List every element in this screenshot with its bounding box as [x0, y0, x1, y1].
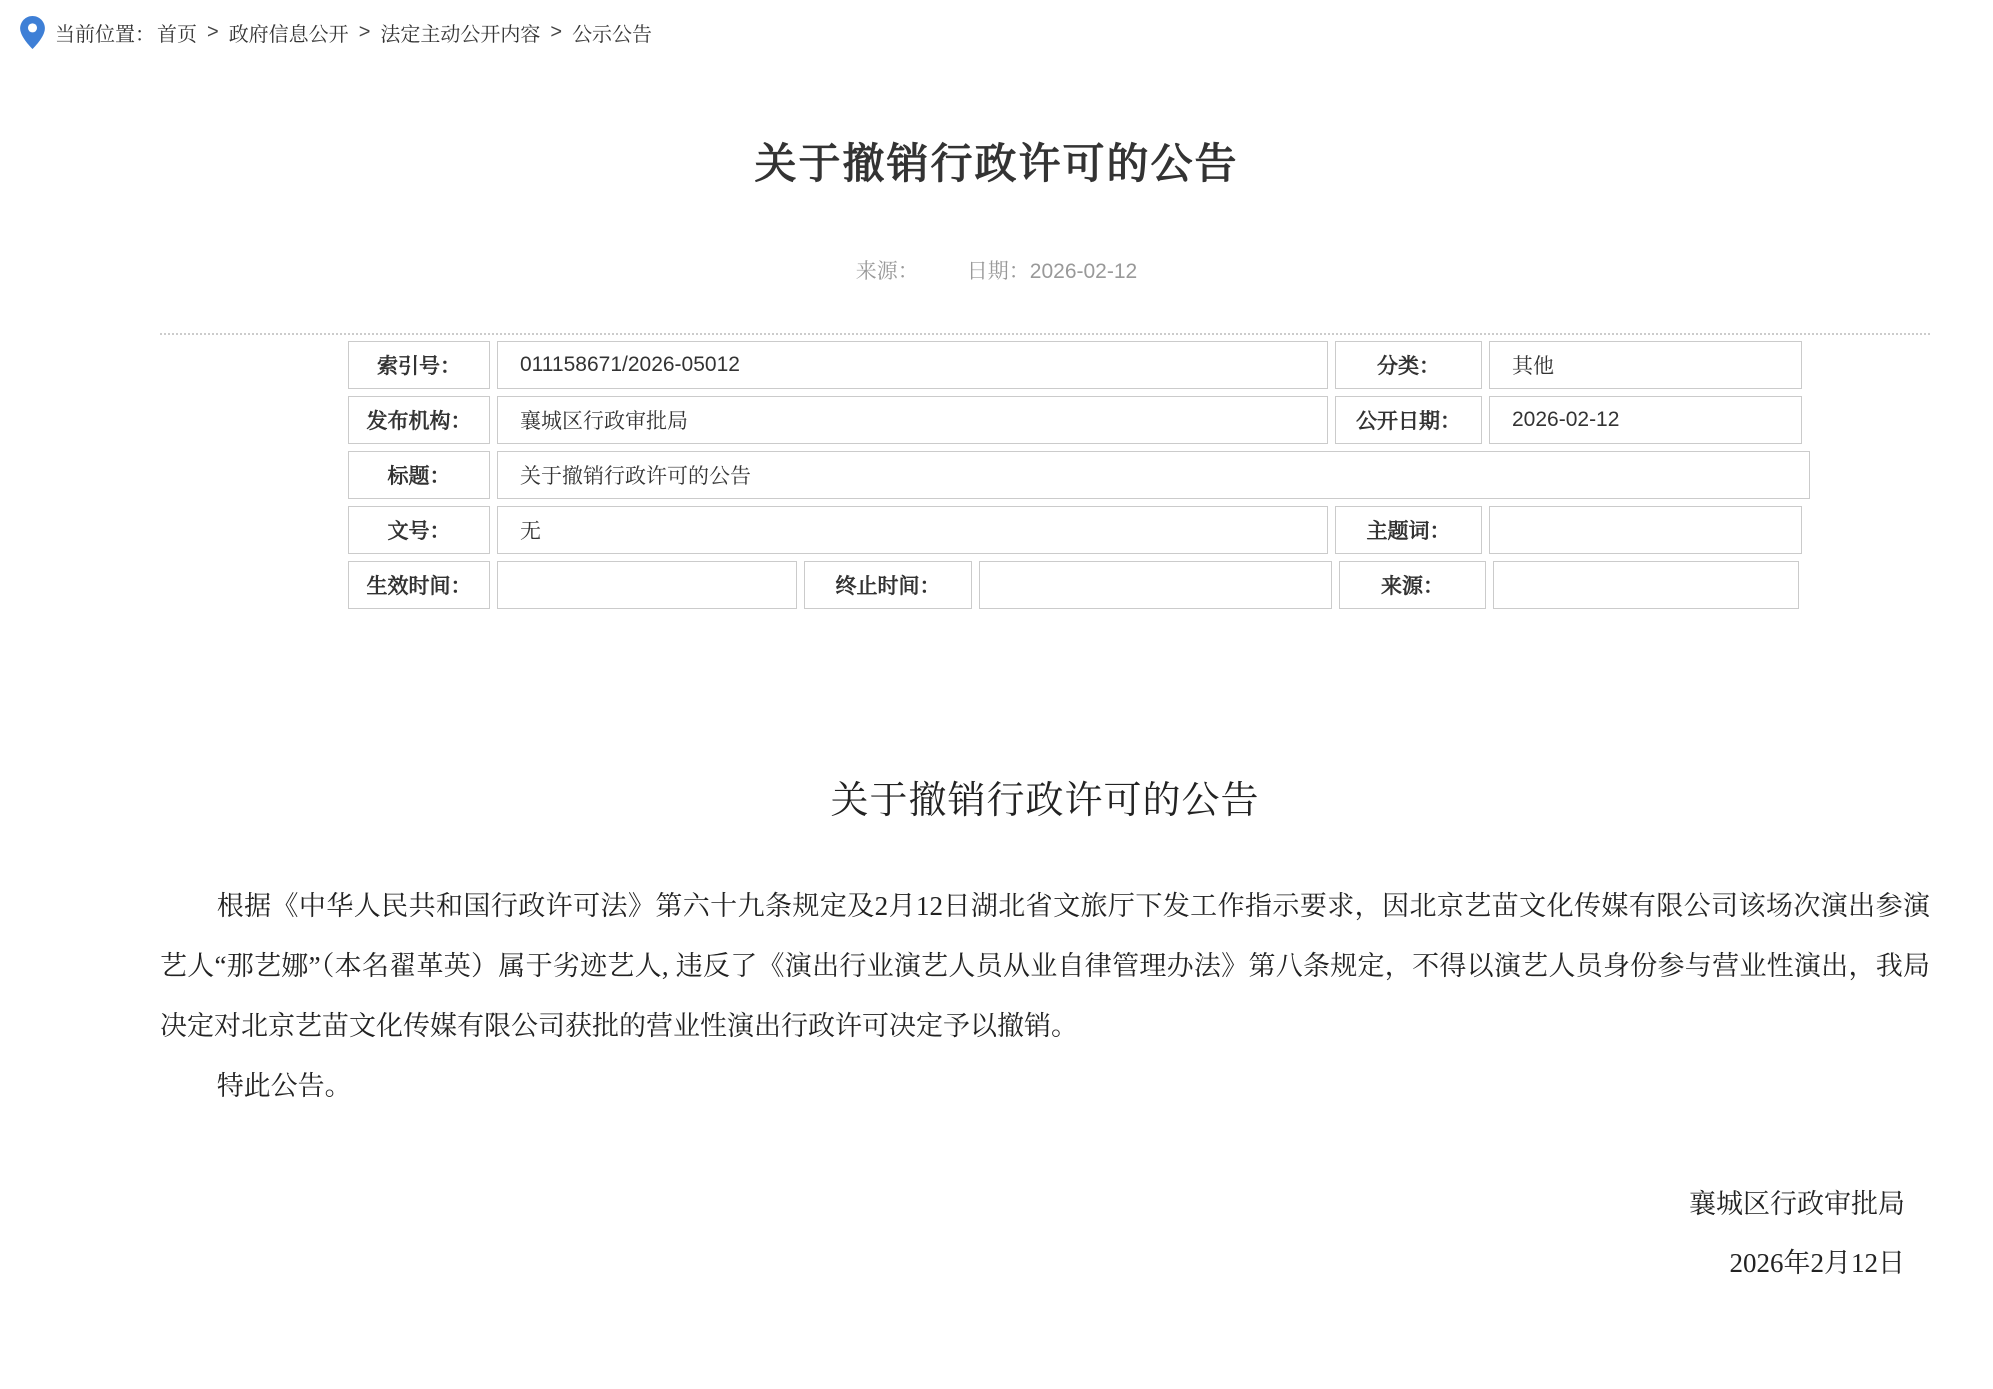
breadcrumb-link-statutory-disclosure[interactable]: 法定主动公开内容 [380, 24, 541, 46]
meta-end-label: 终止时间： [804, 561, 972, 609]
content-area [160, 333, 1930, 1293]
meta-effective-value [497, 561, 797, 609]
meta-open-date-value: 2026-02-12 [1489, 396, 1802, 444]
meta-doc-no-label: 文号： [348, 506, 490, 554]
meta-category-value: 其他 [1489, 341, 1802, 389]
source-label: 来源： [855, 260, 919, 283]
meta-category-label: 分类： [1335, 341, 1482, 389]
location-pin-icon [20, 16, 45, 49]
table-row [348, 451, 1930, 499]
metadata-table [348, 341, 1930, 609]
table-row [348, 506, 1930, 554]
meta-end-value [979, 561, 1332, 609]
breadcrumb-link-home[interactable]: 首页 [157, 24, 197, 46]
table-row [348, 341, 1930, 389]
meta-title-value: 关于撤销行政许可的公告 [497, 451, 1810, 499]
article-closing: 特此公告。 [216, 1071, 352, 1101]
meta-open-date-label: 公开日期： [1335, 396, 1482, 444]
meta-publisher-value: 襄城区行政审批局 [497, 396, 1328, 444]
meta-source-label: 来源： [1339, 561, 1486, 609]
article-paragraph: 根据《中华人民共和国行政许可法》第六十九条规定及2月12日湖北省文旅厅下发工作指示要求，因北京艺苗文化传媒有限公司该场次演出参演艺人“那艺娜”（本名翟革英）属于劣迹艺人, 违反了《演出行业演艺人员从业自律管理办法》第八条规定，不得以演艺人员身份参与营业性演出，我局决定对北京艺苗文化传媒有限公司获批的营业性演出行政许可决定予以撤销。 [160, 891, 1930, 1041]
meta-effective-label: 生效时间： [348, 561, 490, 609]
breadcrumb [0, 0, 1993, 49]
meta-keywords-value [1489, 506, 1802, 554]
meta-doc-no-value: 无 [497, 506, 1328, 554]
breadcrumb-separator: > [358, 21, 371, 43]
meta-publisher-label: 发布机构： [348, 396, 490, 444]
meta-index-label: 索引号： [348, 341, 490, 389]
signature-org: 襄城区行政审批局 [1689, 1189, 1905, 1219]
signature-date: 2026年2月12日 [1729, 1248, 1905, 1278]
breadcrumb-link-public-notices[interactable]: 公示公告 [572, 24, 653, 46]
breadcrumb-separator: > [207, 21, 219, 43]
page-title: 关于撤销行政许可的公告 [754, 140, 1239, 187]
article-title: 关于撤销行政许可的公告 [830, 780, 1260, 822]
meta-keywords-label: 主题词： [1335, 506, 1482, 554]
meta-index-value: 011158671/2026-05012 [497, 341, 1328, 389]
article-body [160, 876, 1930, 1116]
breadcrumb-label: 当前位置： [55, 24, 155, 46]
article [160, 769, 1930, 1293]
breadcrumb-link-gov-info[interactable]: 政府信息公开 [228, 24, 349, 46]
breadcrumb-separator: > [550, 21, 563, 43]
meta-source-value [1493, 561, 1799, 609]
table-row [348, 396, 1930, 444]
table-row [348, 561, 1930, 609]
dotted-divider [160, 333, 1930, 335]
meta-title-label: 标题： [348, 451, 490, 499]
date-label: 日期： [966, 260, 1030, 283]
date-value: 2026-02-12 [1029, 260, 1138, 283]
source-date-line [0, 255, 1993, 285]
